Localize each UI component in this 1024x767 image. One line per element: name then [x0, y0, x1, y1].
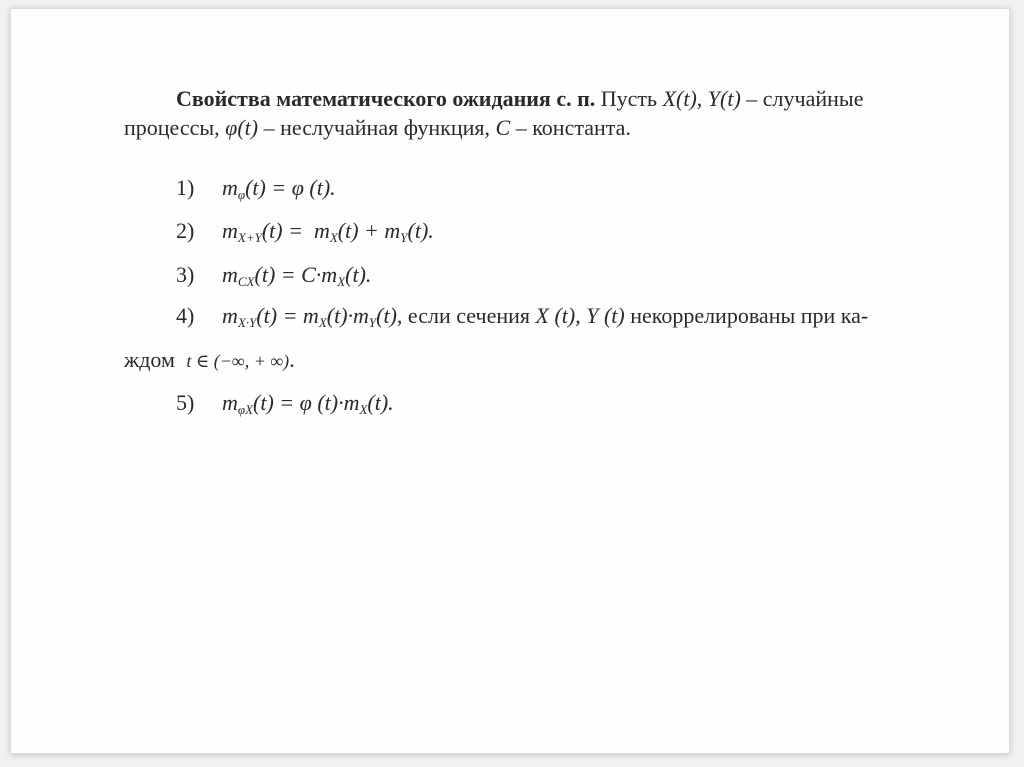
formula-text: (t)·m [326, 303, 369, 328]
heading-line2-prefix: процессы, [124, 115, 220, 140]
property-4-continuation [124, 346, 295, 375]
condition-text-end: некоррелированы при ка- [630, 303, 869, 328]
property-2 [176, 217, 434, 252]
heading-prefix: Пусть [600, 86, 658, 111]
formula-subscript: X [337, 274, 346, 289]
heading-y: Y(t) [707, 86, 741, 111]
formula-m: m [222, 390, 238, 415]
formula-m: m [222, 218, 238, 243]
formula-text: (t) = m [256, 303, 319, 328]
heading-line2-suffix: – константа. [515, 115, 631, 140]
formula-text: (t) = C·m [254, 262, 338, 287]
continuation-text: ждом [124, 347, 175, 372]
formula-text: (t) = φ (t)·m [253, 390, 360, 415]
condition-y: Y (t) [586, 303, 625, 328]
item-number: 5) [176, 390, 195, 415]
property-3 [176, 261, 371, 296]
formula-text: (t) = φ (t). [245, 175, 336, 200]
item-number: 4) [176, 303, 195, 328]
item-number: 1) [176, 175, 195, 200]
heading-bold: Свойства математического ожидания с. п. [176, 86, 596, 111]
formula-subscript: Y [400, 230, 408, 245]
heading-phi: φ(t) [225, 115, 259, 140]
formula-m: m [222, 262, 238, 287]
formula-subscript: X [318, 315, 327, 330]
formula-subscript: φ [237, 187, 246, 202]
property-5 [176, 389, 394, 424]
heading-line-1 [176, 85, 863, 113]
heading-c: C [495, 115, 511, 140]
continuation-formula: t ∈ (−∞, + ∞) [186, 351, 290, 371]
item-number: 2) [176, 218, 195, 243]
formula-m: m [222, 303, 238, 328]
heading-suffix: – случайные [746, 86, 864, 111]
property-1 [176, 174, 336, 209]
formula-text: (t) = m [261, 218, 330, 243]
heading-line2-mid: – неслучайная функция, [263, 115, 491, 140]
property-4 [176, 302, 868, 337]
condition-x: X (t), [535, 303, 581, 328]
formula-text: (t). [345, 262, 372, 287]
formula-subscript: Y [368, 315, 377, 330]
heading-x: X(t) [662, 86, 697, 111]
formula-subscript: CX [237, 274, 255, 289]
formula-subscript: φX [237, 402, 254, 417]
formula-m: m [222, 175, 238, 200]
formula-subscript: X·Y [237, 315, 257, 330]
heading-sep: , [696, 86, 703, 111]
slide-page [10, 8, 1010, 754]
formula-text: (t). [367, 390, 394, 415]
formula-text: (t) + m [337, 218, 401, 243]
formula-subscript: X [329, 230, 338, 245]
continuation-end: . [289, 347, 295, 372]
heading-line-2 [124, 114, 631, 142]
item-number: 3) [176, 262, 195, 287]
condition-text: если сечения [407, 303, 530, 328]
formula-subscript: X+Y [237, 230, 262, 245]
formula-subscript: X [359, 402, 368, 417]
formula-text: (t). [407, 218, 434, 243]
formula-text: (t), [376, 303, 403, 328]
